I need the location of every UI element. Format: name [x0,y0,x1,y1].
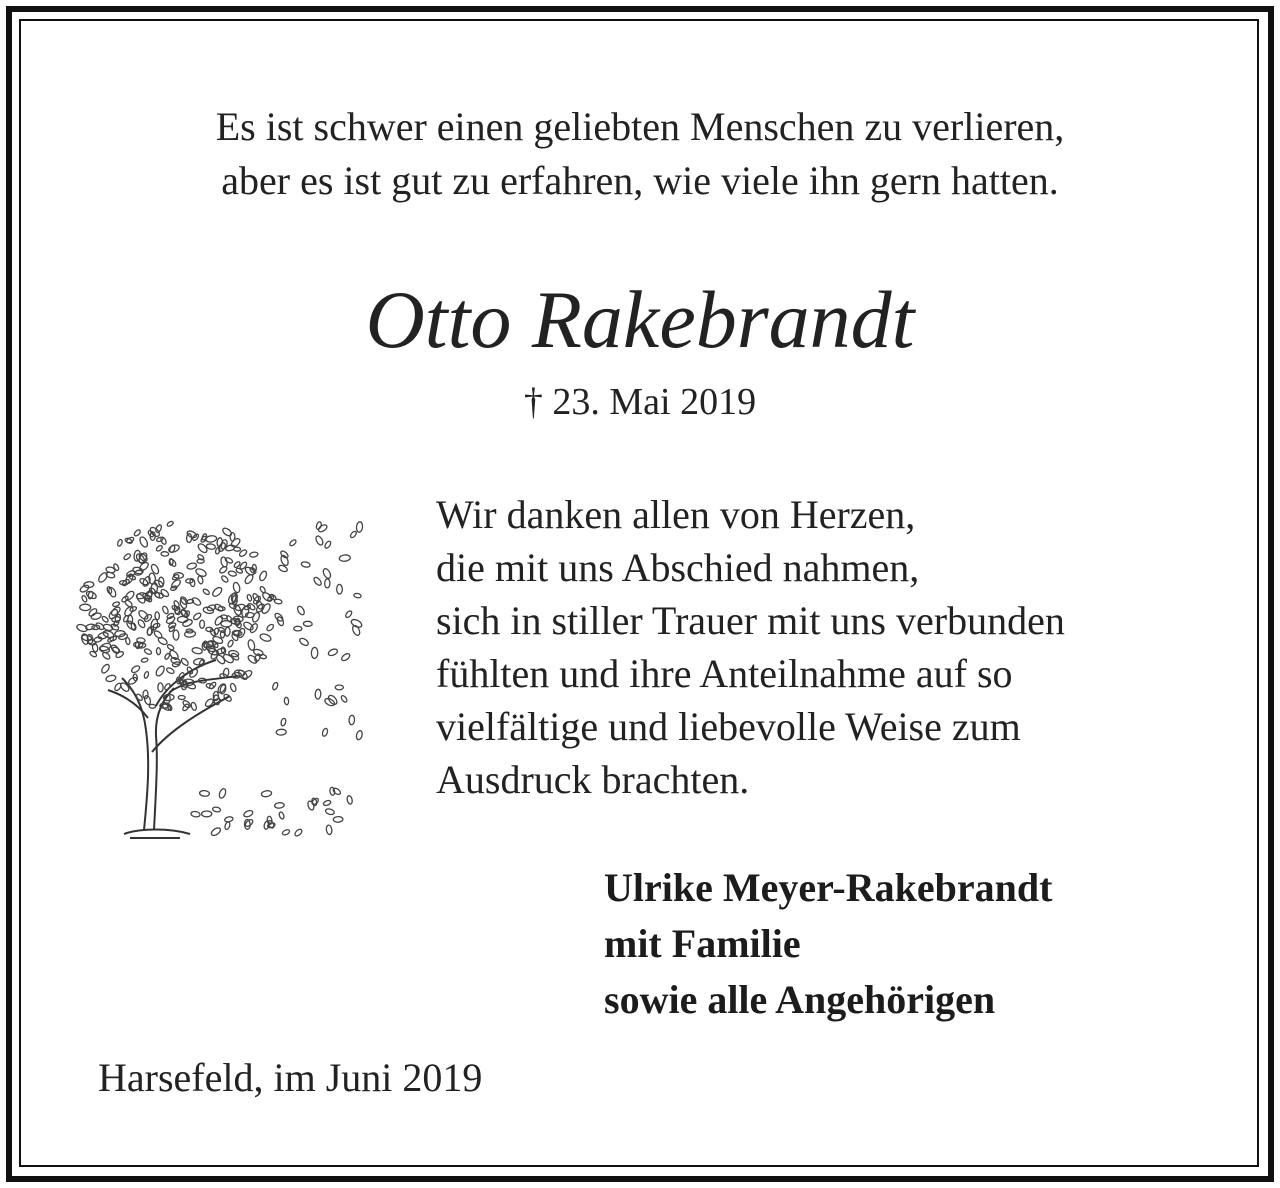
signature-line: Ulrike Meyer-Rakebrandt [604,865,1053,910]
leaf-mark [282,829,291,836]
leaf-mark [247,639,255,651]
leaf-mark [276,729,286,735]
leaf-mark [353,593,361,599]
leaf-mark [128,676,138,685]
leaf-mark [88,607,98,617]
thanks-line: sich in stiller Trauer mit uns verbunden [436,598,1065,643]
death-date: † 23. Mai 2019 [523,381,757,423]
leaf-mark [167,644,175,651]
quote-line-1: Es ist schwer einen geliebten Menschen zu verlieren, [215,104,1065,149]
leaf-mark [191,596,202,606]
leaf-mark [180,657,189,666]
leaf-mark [272,682,279,691]
thanks-line: die mit uns Abschied nahmen, [436,545,920,590]
leaf-mark [166,667,175,675]
leaf-mark [278,811,284,819]
leaf-mark [141,657,149,662]
leaf-mark [166,520,174,527]
leaf-mark [317,523,328,533]
signature-block [604,860,1052,1028]
leaf-mark [149,587,157,594]
leaf-mark [274,802,284,808]
leaf-mark [202,811,212,817]
thanks-line: vielfältige und liebevolle Weise zum [436,704,1021,749]
leaf-mark [100,663,110,674]
leaf-mark [335,685,343,690]
leaf-mark [190,702,197,711]
windblown-tree-icon [70,490,370,850]
leaf-mark [123,605,134,617]
leaf-mark [114,682,123,691]
deceased-name: Otto Rakebrandt [365,274,915,365]
leaf-mark [303,621,312,626]
leaf-mark [340,652,350,662]
leaf-mark [329,787,335,796]
leaf-mark [170,578,182,589]
leaf-mark [192,647,203,655]
leaf-mark [294,828,303,837]
leaf-mark [212,806,221,812]
leaf-mark [323,800,332,807]
leaf-mark [346,795,353,804]
leaf-mark [206,543,216,550]
leaf-mark [324,540,332,549]
quote-line-2: aber es ist gut zu erfahren, wie viele ihn gern hatten. [221,158,1059,203]
thanks-line: Wir danken allen von Herzen, [436,492,916,537]
leaf-mark [112,601,120,607]
leaf-mark [298,637,309,647]
leaf-mark [164,683,171,691]
leaf-mark [192,612,202,621]
leaf-mark [345,610,353,619]
leaf-mark [160,588,170,598]
leaf-mark [148,573,156,585]
leaf-mark [162,605,170,614]
leaf-mark [301,561,311,568]
thanks-text [436,488,1065,806]
leaf-mark [258,570,267,582]
leaf-mark [333,816,343,822]
leaf-mark [221,527,232,538]
leaf-mark [227,639,234,647]
leaf-mark [356,730,364,740]
leaf-mark [102,651,112,660]
leaf-mark [84,581,94,588]
leaf-mark [261,790,272,797]
leaf-mark [199,790,209,796]
leaf-mark [133,529,141,537]
leaf-mark [155,665,166,677]
leaf-mark [186,534,191,543]
thanks-line: Ausdruck brachten. [436,757,750,802]
leaf-mark [214,615,224,626]
leaf-mark [158,683,164,692]
leaf-mark [313,576,323,586]
opening-quote [40,100,1240,208]
signature-line: mit Familie [604,921,801,966]
leaf-mark [81,595,88,603]
signature-line: sowie alle Angehörigen [604,977,996,1022]
leaf-mark [155,545,163,552]
leaf-mark [157,636,168,646]
leaf-mark [168,544,181,554]
leaf-mark [202,588,210,595]
leaf-mark [173,630,179,640]
leaf-mark [117,539,123,547]
leaf-mark [315,535,325,546]
leaf-mark [144,671,150,679]
leaf-mark [200,620,205,628]
leaf-mark [153,623,161,629]
leaf-mark [168,649,179,661]
leaf-mark [327,648,338,657]
leaf-mark [223,668,229,678]
leaf-mark [218,626,226,633]
leaf-mark [289,539,297,547]
leaf-mark [244,566,256,577]
leaf-mark [228,570,237,577]
leaf-mark [274,599,282,605]
leaf-mark [243,809,254,818]
leaf-mark [130,664,140,673]
leaf-mark [186,562,197,570]
leaf-mark [294,626,302,631]
leaf-mark [218,788,227,799]
leaf-mark [101,615,109,623]
leaf-mark [266,623,275,632]
leaf-mark [125,637,130,645]
leaf-mark [339,554,351,561]
leaf-mark [156,536,164,542]
leaf-mark [340,695,348,703]
leaf-mark [97,632,108,640]
leaf-mark [113,563,120,571]
leaf-mark [280,718,286,726]
leaf-mark [221,575,230,583]
leaf-mark [356,522,363,533]
leaf-mark [211,586,223,598]
leaf-mark [224,816,233,822]
leaf-mark [296,605,305,616]
leaf-mark [259,586,266,594]
leaf-mark [253,648,264,656]
place-date: Harsefeld, im Juni 2019 [98,1055,483,1100]
leaf-mark [149,704,156,708]
leaf-mark [249,552,258,558]
leaf-mark [217,542,226,553]
leaf-mark [97,571,109,583]
leaf-mark [124,590,135,601]
leaf-mark [229,683,236,693]
leaf-mark [156,648,160,655]
leaf-mark [178,695,185,699]
thanks-line: fühlten und ihre Anteilnahme auf so [436,651,1013,696]
leaf-mark [349,715,355,725]
leaf-mark [143,690,148,699]
leaf-mark [349,530,357,538]
leaf-mark [138,536,149,548]
leaf-mark [315,689,321,699]
leaf-mark [105,674,116,682]
leaf-mark [246,594,252,602]
leaf-mark [123,553,131,561]
leaf-mark [351,624,361,636]
leaf-mark [311,647,318,658]
leaf-mark [197,559,204,564]
leaf-mark [284,697,289,705]
leaf-mark [221,621,232,627]
leaf-mark [161,552,169,557]
leaf-mark [224,821,231,830]
leaf-mark [259,633,272,643]
leaf-mark [325,808,335,815]
leaf-mark [326,825,333,835]
leaf-mark [80,604,91,611]
leaf-mark [144,648,153,656]
leaf-mark [322,568,332,580]
leaf-mark [182,618,193,627]
leaf-mark [124,537,132,544]
leaf-mark [232,582,240,594]
leaf-mark [322,728,329,737]
leaf-mark [337,584,343,594]
leaf-mark [195,567,208,578]
leaf-mark [325,579,330,588]
leaf-mark [210,826,222,837]
leaf-mark [191,811,201,818]
leaf-mark [234,547,241,551]
leaf-mark [350,618,363,629]
